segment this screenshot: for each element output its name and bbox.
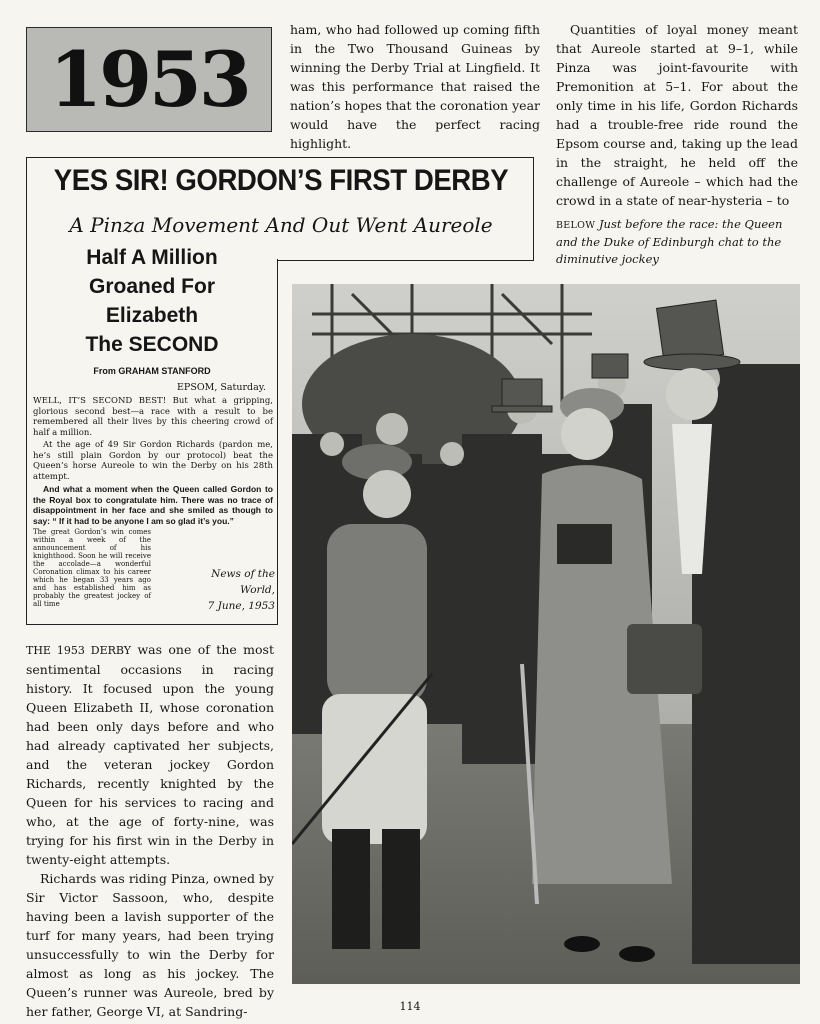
body-column xyxy=(26,640,274,1021)
clipping-source xyxy=(175,566,275,614)
clipping-paragraph-2: At the age of 49 Sir Gordon Richards (pardon me, he’s still plain Gordon by our protocol) beat the Queen’s horse Aureole to win the Derby on his 28th attempt. xyxy=(33,440,273,482)
year-title: 1953 xyxy=(49,35,249,124)
column-top-middle-text: ham, who had followed up coming fifth in the Two Thousand Guineas by winning the Derby Trial at Lingfield. It was this performance that raised the nation’s hopes that the coronation year would have the perfect racing highlight. xyxy=(290,22,540,151)
photo-illustration xyxy=(292,284,800,984)
column-top-right-text: Quantities of loyal money meant that Aureole started at 9–1, while Pinza was joint-favourite with Premonition at 5–1. For about the only time in his life, Gordon Richards had a trouble-free ride round the Epsom course and, taking up the lead in the straight, he held off the challenge of Aureole – which had the crowd in a state of near-hysteria – to xyxy=(556,22,798,208)
year-box xyxy=(26,27,272,132)
caption-text: Just before the race: the Queen and the Duke of Edinburgh chat to the diminutive jockey xyxy=(556,217,783,266)
page-number: 114 xyxy=(399,1000,421,1013)
clipping-paragraph-4: The great Gordon’s win comes within a week of the announcement of his knighthood. Soon he will receive the accolade—a wonderful Coronation climax to his career which he began 33 years ago and has established him as probably the greatest jockey of all time xyxy=(33,528,151,608)
column-top-middle xyxy=(290,20,540,153)
clipping-paragraph-1: WELL, IT’S SECOND BEST! But what a gripping, glorious second best—a race with a result to be remembered all their lives by this cheering crowd of half a million. xyxy=(33,396,273,438)
body-lead: THE 1953 DERBY xyxy=(26,644,132,657)
clipping-source-date: 7 June, 1953 xyxy=(207,600,275,612)
body-paragraph-2: Richards was riding Pinza, owned by Sir Victor Sassoon, who, despite having been a lavish supporter of the turf for many years, had been trying unsuccessfully to win the Derby for almost as long as his jockey. The Queen’s runner was Aureole, bred by her father, George VI, at Sandring- xyxy=(26,871,274,1019)
photo-caption xyxy=(556,216,798,268)
column-top-right xyxy=(556,20,798,210)
clipping-headline-small: Half A Million Groaned For Elizabeth The SECOND xyxy=(85,246,219,356)
caption-lead: BELOW xyxy=(556,220,596,231)
clipping-byline: From GRAHAM STANFORD xyxy=(93,366,211,376)
clipping-subheadline: A Pinza Movement And Out Went Aureole xyxy=(69,213,493,237)
clipping-body xyxy=(26,246,278,625)
clipping-headline: YES SIR! GORDON’S FIRST DERBY xyxy=(53,164,509,197)
body-paragraph-1 xyxy=(26,640,274,869)
photograph xyxy=(292,284,800,984)
clipping-dateline: EPSOM, Saturday. xyxy=(177,382,266,393)
clipping-paragraph-3: And what a moment when the Queen called Gordon to the Royal box to congratulate him. There was no trace of disappointment in her face and she smiled as though to say: “ If it had to be anyone I am so glad it’s you.” xyxy=(33,484,273,526)
body-paragraph-1-text: was one of the most sentimental occasions in racing history. It focused upon the young Queen Elizabeth II, whose coronation had been only days before and who had already captivated her subjects, and the veteran jockey Gordon Richards, recently knighted by the Queen for his services to racing and who, at the age of forty-nine, was trying for his first win in the Derby in twenty-eight attempts. xyxy=(26,642,274,867)
clipping-source-name: News of the World, xyxy=(211,568,275,596)
